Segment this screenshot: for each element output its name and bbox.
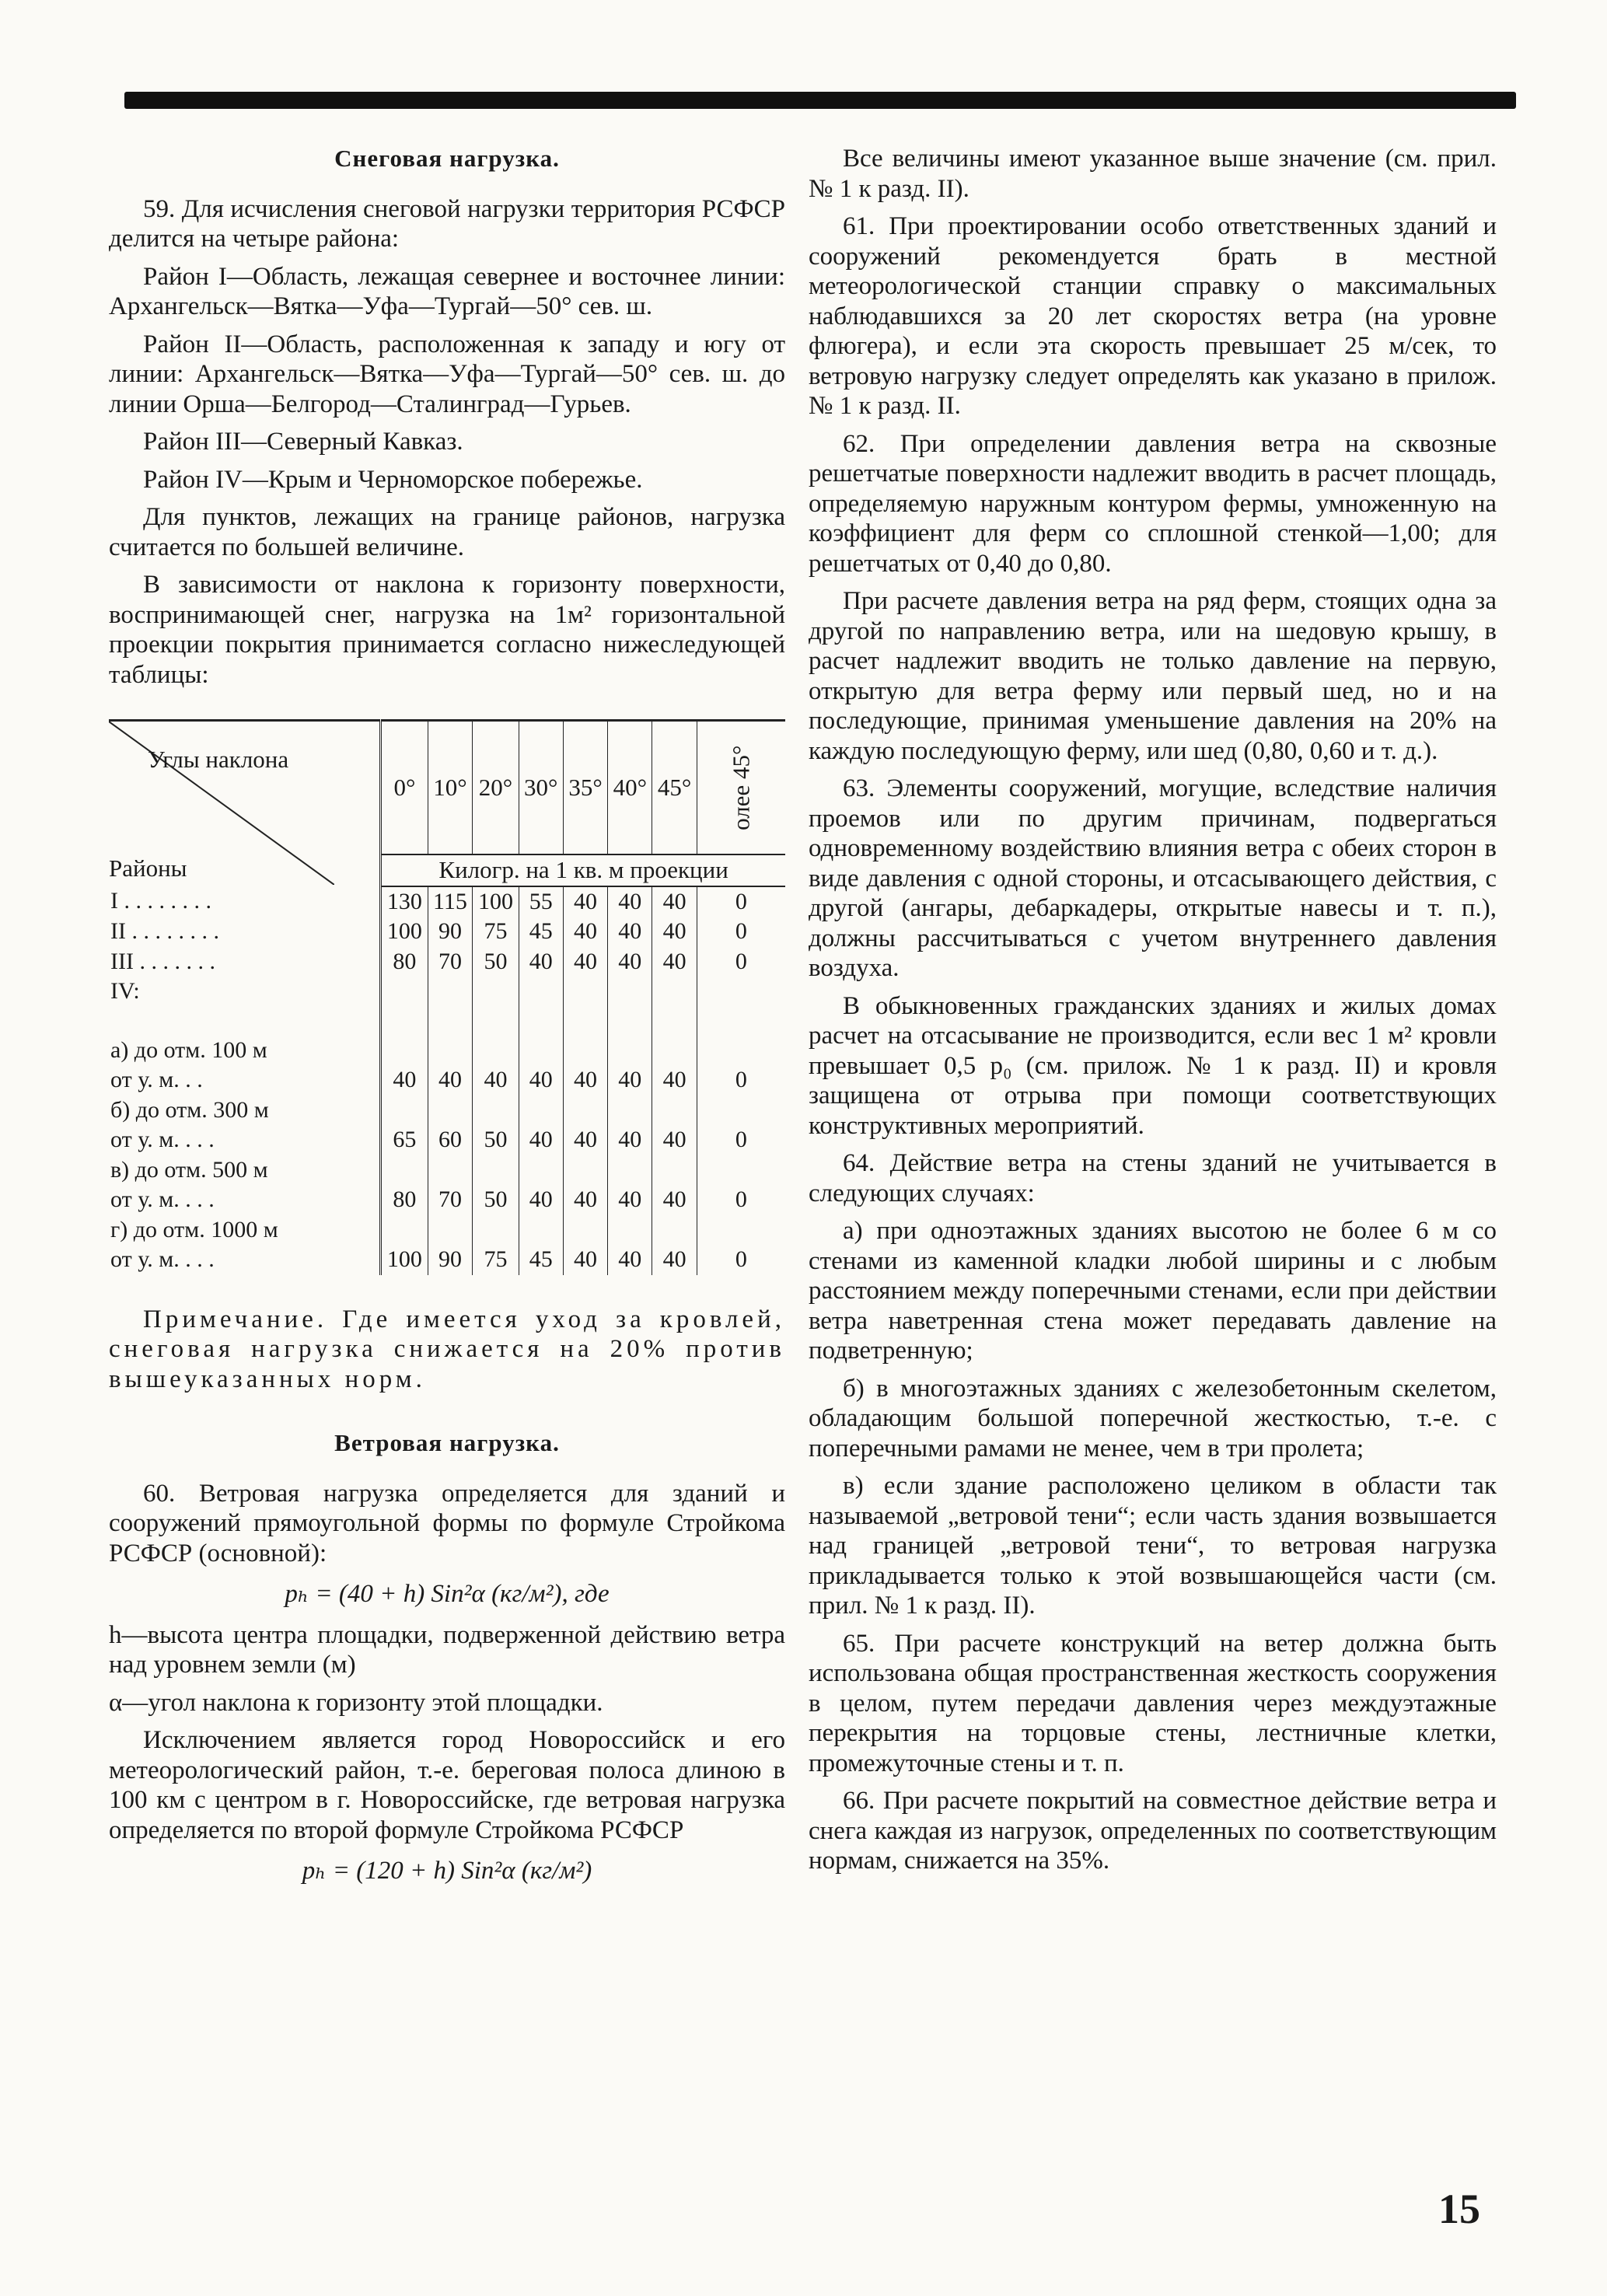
table-cell: 40 [519, 1185, 563, 1215]
table-cell: 40 [652, 1185, 697, 1215]
table-cell [519, 977, 563, 1007]
table-cell [697, 1096, 785, 1126]
formula-2: pₕ = (120 + h) Sin²α (кг/м²) [302, 1857, 592, 1885]
table-cell [473, 1036, 519, 1066]
table-row [109, 886, 785, 917]
table-cell [652, 1215, 697, 1246]
left-column [109, 144, 785, 1897]
table-cell [519, 1036, 563, 1066]
table-cell: 40 [608, 1065, 652, 1096]
para-65: 65. При расчете конструкций на ветер должна быть использована общая пространственная жесткость сооружения в целом, путем передачи давления через междуэтажные перекрытия на торцовые стены, лестничные клетки, промежуточные стены и т. п. [809, 1629, 1497, 1777]
table-body [109, 886, 785, 1275]
table-cell: 80 [381, 1185, 428, 1215]
para-rayon-3: Район III—Северный Кавказ. [143, 428, 463, 456]
table-cell: 40 [652, 1125, 697, 1155]
row-label: от у. м. . . . [109, 1125, 381, 1155]
table-cell [563, 1155, 607, 1186]
table-cell: 100 [381, 1245, 428, 1275]
table-cell [428, 1155, 473, 1186]
table-row [109, 1215, 785, 1246]
para-rayon-2: Район II—Область, расположенная к западу и югу от линии: Архангельск—Вятка—Уфа—Тургай—50° сев. ш. до линии Орша—Белгород—Сталинград—Гурьев. [109, 330, 785, 418]
table-cell [381, 977, 428, 1007]
table-cell: 40 [563, 1065, 607, 1096]
table-cell [652, 977, 697, 1007]
table-cell: 40 [473, 1065, 519, 1096]
para-64b: б) в многоэтажных зданиях с железобетонным скелетом, обладающим большой поперечной жесткостью, т.-е. с поперечными рамами не менее, чем в три пролета; [809, 1374, 1497, 1463]
table-cell: 0 [697, 1245, 785, 1275]
table-cell [697, 1155, 785, 1186]
para-exception: Исключением является город Новороссийск и его метеорологический район, т.-е. береговая полоса длиною в 100 км с центром в г. Новороссийске, где ветровая нагрузка определяется по второй формуле Стройкома РСФСР [109, 1726, 785, 1844]
angle-header: 0° [381, 721, 428, 855]
table-cell: 0 [697, 947, 785, 977]
table-cell: 0 [697, 1065, 785, 1096]
table-cell: 40 [608, 1185, 652, 1215]
note [109, 1305, 785, 1395]
table-cell [473, 977, 519, 1007]
table-cell [473, 1007, 519, 1036]
table-row [109, 917, 785, 947]
table-cell: 0 [697, 886, 785, 917]
angle-header: 35° [563, 721, 607, 855]
para-62: 62. При определении давления ветра на сквозные решетчатые поверхности надлежит вводить в расчет площадь, определяемую наружным контуром фермы, умноженную на коэффициент для ферм со сплошной стенкой—1,00; для решетчатых от 0,40 до 0,80. [809, 429, 1497, 578]
table-cell: 45 [519, 1245, 563, 1275]
table-row [109, 1007, 785, 1036]
table-cell [608, 1036, 652, 1066]
row-label: II . . . . . . . . [109, 917, 381, 947]
formula-1: pₕ = (40 + h) Sin²α (кг/м²), где [285, 1580, 610, 1608]
note-text: Примечание. Где имеется уход за кровлей, снеговая нагрузка снижается на 20% против вышеуказанных норм. [109, 1305, 785, 1393]
table-cell [519, 1096, 563, 1126]
table-cell: 100 [473, 886, 519, 917]
table-cell: 40 [519, 1125, 563, 1155]
table-cell [473, 1155, 519, 1186]
angle-header: 40° [608, 721, 652, 855]
table-cell: 40 [652, 1245, 697, 1275]
top-rule [124, 92, 1516, 109]
table-row [109, 947, 785, 977]
table-cell: 40 [428, 1065, 473, 1096]
row-label: а) до отм. 100 м [109, 1036, 381, 1066]
table-cell: 50 [473, 1125, 519, 1155]
table-cell: 40 [381, 1065, 428, 1096]
para-59: 59. Для исчисления снеговой нагрузки территория РСФСР делится на четыре района: [109, 194, 785, 253]
table-cell [381, 1096, 428, 1126]
table-cell [652, 1007, 697, 1036]
row-label: I . . . . . . . . [109, 886, 381, 917]
table-cell: 40 [608, 1245, 652, 1275]
table-cell [608, 1096, 652, 1126]
angle-header-rotated: олее 45° [697, 721, 785, 855]
table-cell: 40 [608, 947, 652, 977]
table-cell [608, 1007, 652, 1036]
table-cell: 40 [519, 947, 563, 977]
districts-label: Районы [109, 854, 187, 882]
para-66: 66. При расчете покрытий на совместное действие ветра и снега каждая из нагрузок, определенных по соответствующим нормам, снижается на 35%. [809, 1787, 1497, 1875]
table-cell: 0 [697, 917, 785, 947]
table-cell [608, 1215, 652, 1246]
para-60: 60. Ветровая нагрузка определяется для зданий и сооружений прямоугольной формы по формуле Стройкома РСФСР (основной): [109, 1479, 785, 1567]
table-cell [563, 1215, 607, 1246]
table-cell: 75 [473, 1245, 519, 1275]
table-cell [697, 1215, 785, 1246]
table-cell [563, 977, 607, 1007]
table-cell: 40 [563, 1125, 607, 1155]
page-number: 15 [1438, 2186, 1480, 2232]
row-label [109, 1007, 381, 1036]
table-cell: 90 [428, 1245, 473, 1275]
para-all-values: Все величины имеют указанное выше значение (см. прил. № 1 к разд. II). [809, 145, 1497, 203]
table-cell [519, 1215, 563, 1246]
table-cell: 55 [519, 886, 563, 917]
table-corner [109, 721, 381, 886]
para-64c: в) если здание расположено целиком в области так называемой „ветровой тени“; если часть здания возвышается над границей „ветровой тени“, то ветровая нагрузка прикладывается только к этой возвышающейся части (см. прил. № 1 к разд. II). [809, 1472, 1497, 1620]
para-depending: В зависимости от наклона к горизонту поверхности, воспринимающей снег, нагрузка на 1м² горизонтальной проекции покрытия принимается согласно нижеследующей таблицы: [109, 571, 785, 689]
table-cell: 80 [381, 947, 428, 977]
table-cell: 40 [652, 947, 697, 977]
table-cell [428, 1007, 473, 1036]
table-cell [428, 1036, 473, 1066]
para-rayon-4: Район IV—Крым и Черноморское побережье. [143, 465, 643, 494]
row-label: г) до отм. 1000 м [109, 1215, 381, 1246]
row-label: от у. м. . . [109, 1065, 381, 1096]
table-row [109, 1245, 785, 1275]
table-cell [563, 1096, 607, 1126]
table-cell: 40 [652, 886, 697, 917]
table-cell: 70 [428, 1185, 473, 1215]
snow-load-table [109, 719, 785, 1275]
para-62b: При расчете давления ветра на ряд ферм, стоящих одна за другой по направлению ветра, или на шедовую крышу, в расчет надлежит вводить не только давление на первую, открытую для ветра ферму или первый шед, но и на последующие, принимая уменьшение давления на 20% на каждую последующую ферму, или шед (0,80, 0,60 и т. д.). [809, 587, 1497, 765]
table-cell [428, 977, 473, 1007]
table-cell: 40 [563, 947, 607, 977]
table-cell [381, 1036, 428, 1066]
table-cell [381, 1155, 428, 1186]
heading-snow: Снеговая нагрузка. [334, 145, 560, 172]
table-cell: 40 [563, 886, 607, 917]
table-cell [381, 1215, 428, 1246]
table-cell [697, 1007, 785, 1036]
table-cell: 70 [428, 947, 473, 977]
table-cell: 40 [519, 1065, 563, 1096]
para-61: 61. При проектировании особо ответственных зданий и сооружений рекомендуется брать в местной метеорологической станции справку о максимальных наблюдавшихся за 20 лет скоростях ветра (на уровне флюгера), и если эта скорость превышает 25 м/сек, то ветровую нагрузку следует определять как указано в прилож. № 1 к разд. II. [809, 212, 1497, 420]
row-label: III . . . . . . . [109, 947, 381, 977]
table-row [109, 1125, 785, 1155]
table-cell: 75 [473, 917, 519, 947]
table-cell: 40 [608, 886, 652, 917]
table-cell [608, 977, 652, 1007]
row-label: IV: [109, 977, 381, 1007]
row-label: от у. м. . . . [109, 1185, 381, 1215]
table-cell: 40 [608, 917, 652, 947]
para-border-points: Для пунктов, лежащих на границе районов, нагрузка считается по большей величине. [109, 503, 785, 561]
table-cell: 50 [473, 1185, 519, 1215]
angles-label: Углы наклона [148, 746, 289, 773]
table-cell: 40 [608, 1125, 652, 1155]
h-definition: h—высота центра площадки, подверженной действию ветра над уровнем земли (м) [109, 1620, 785, 1679]
para-63b: В обыкновенных гражданских зданиях и жилых домах расчет на отсасывание не производится, если вес 1 м² кровли превышает 0,5 p₀ (см. прилож. № 1 к разд. II) и кровля защищена от отрыва при помощи соответствующих конструктивных мероприятий. [809, 991, 1497, 1140]
table-cell: 40 [652, 917, 697, 947]
angle-header: 20° [473, 721, 519, 855]
table-cell: 40 [563, 1185, 607, 1215]
table-cell [519, 1007, 563, 1036]
row-label: от у. м. . . . [109, 1245, 381, 1275]
table-cell [473, 1215, 519, 1246]
table-cell: 40 [652, 1065, 697, 1096]
row-label: б) до отм. 300 м [109, 1096, 381, 1126]
table-cell [652, 1096, 697, 1126]
table-cell [563, 1036, 607, 1066]
table-row [109, 1185, 785, 1215]
table-cell: 45 [519, 917, 563, 947]
table-row [109, 1036, 785, 1066]
table-cell [608, 1155, 652, 1186]
table-cell: 65 [381, 1125, 428, 1155]
heading-wind: Ветровая нагрузка. [334, 1429, 560, 1456]
table-cell [519, 1155, 563, 1186]
row-label: в) до отм. 500 м [109, 1155, 381, 1186]
table-cell: 130 [381, 886, 428, 917]
table-cell [697, 977, 785, 1007]
table-cell: 50 [473, 947, 519, 977]
para-63: 63. Элементы сооружений, могущие, вследствие наличия проемов или по другим причинам, подвергаться одновременному воздействию влияния ветра с обеих сторон в виде давления с одной стороны, и отсасывающего действия, с другой (ангары, дебаркадеры, открытые навесы и т. п.), должны рассчитываться с учетом внутреннего давления воздуха. [809, 774, 1497, 982]
table-cell [381, 1007, 428, 1036]
alpha-definition: α—угол наклона к горизонту этой площадки. [109, 1688, 603, 1717]
table-cell: 90 [428, 917, 473, 947]
table-row [109, 977, 785, 1007]
table-row [109, 1096, 785, 1126]
table-cell [697, 1036, 785, 1066]
para-64: 64. Действие ветра на стены зданий не учитывается в следующих случаях: [809, 1149, 1497, 1207]
table-cell [652, 1155, 697, 1186]
table-cell [563, 1007, 607, 1036]
table-cell: 40 [563, 917, 607, 947]
table-cell: 60 [428, 1125, 473, 1155]
angle-header: 30° [519, 721, 563, 855]
table-cell [473, 1096, 519, 1126]
table-cell: 115 [428, 886, 473, 917]
angle-header: 10° [428, 721, 473, 855]
table-row [109, 1065, 785, 1096]
para-64a: а) при одноэтажных зданиях высотою не более 6 м со стенами из каменной кладки любой ширины и с любым расстоянием между поперечными стенами, если при действии ветра наветренная стена может передавать давление на подветренную; [809, 1217, 1497, 1365]
table-cell: 100 [381, 917, 428, 947]
right-column [809, 144, 1497, 1884]
table-cell: 40 [563, 1245, 607, 1275]
table-cell [652, 1036, 697, 1066]
table-cell [428, 1096, 473, 1126]
table-cell [428, 1215, 473, 1246]
table-row [109, 1155, 785, 1186]
angle-header: 45° [652, 721, 697, 855]
table-cell: 0 [697, 1125, 785, 1155]
para-rayon-1: Район I—Область, лежащая севернее и восточнее линии: Архангельск—Вятка—Уфа—Тургай—50° сев. ш. [109, 262, 785, 320]
units-label: Килогр. на 1 кв. м проекции [381, 854, 785, 886]
table-cell: 0 [697, 1185, 785, 1215]
